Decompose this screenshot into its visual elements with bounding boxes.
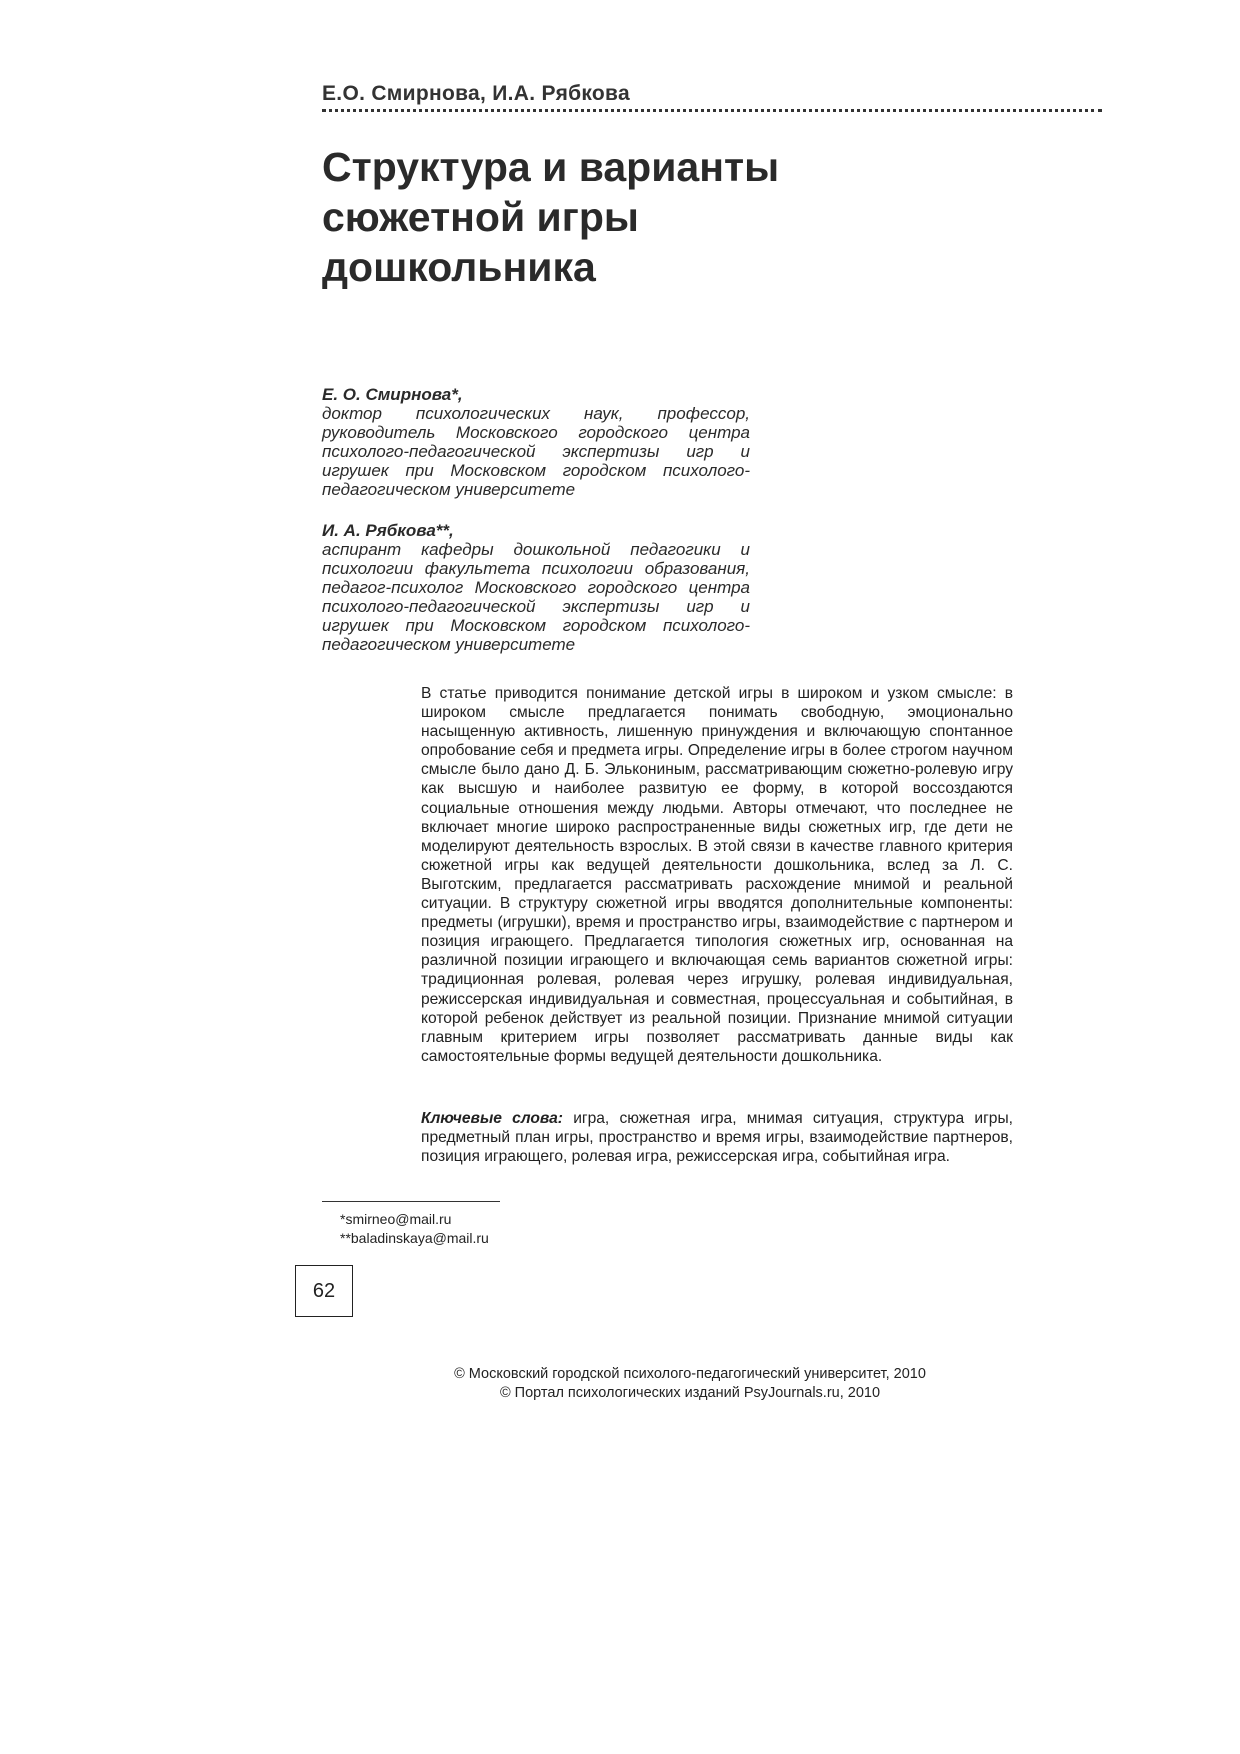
author-affiliation: аспирант кафедры дошкольной педагогики и психологии факультета психологии образования, педагог-психолог Московского городского центра психолого-педагогической экспертизы игр и игрушек при Московском городском психолого-педагогическом университете xyxy=(322,540,750,654)
author-block-ryabkova xyxy=(322,521,750,654)
footnote-email-smirnova: *smirneo@mail.ru xyxy=(340,1211,452,1227)
footnotes xyxy=(340,1210,489,1248)
keywords xyxy=(421,1109,1013,1166)
title-line: Структура и варианты xyxy=(322,144,780,190)
running-head: Е.О. Смирнова, И.А. Рябкова xyxy=(322,82,630,105)
page-number-box xyxy=(295,1265,353,1317)
author-name: Е. О. Смирнова*, xyxy=(322,385,463,404)
page-number: 62 xyxy=(312,1279,336,1302)
author-name: И. А. Рябкова**, xyxy=(322,521,454,540)
keywords-text: игра, сюжетная игра, мнимая ситуация, структура игры, предметный план игры, пространство и время игры, взаимодействие партнеров, позиция играющего, ролевая игра, режиссерская игра, событийная игра. xyxy=(421,1110,1013,1166)
author-affiliation: доктор психологических наук, профессор, руководитель Московского городского центра психолого-педагогической экспертизы игр и игрушек при Московском городском психолого-педагогическом университете xyxy=(322,404,750,499)
copyright-line: © Портал психологических изданий PsyJournals.ru, 2010 xyxy=(499,1385,881,1401)
header-dotted-rule xyxy=(322,109,1102,112)
footnote-email-ryabkova: **baladinskaya@mail.ru xyxy=(340,1230,489,1246)
keywords-label: Ключевые слова: xyxy=(421,1110,563,1127)
title-line: сюжетной игры xyxy=(322,194,639,240)
author-block-smirnova xyxy=(322,385,750,499)
title-line: дошкольника xyxy=(322,244,596,290)
copyright-line: © Московский городской психолого-педагогический университет, 2010 xyxy=(454,1366,926,1382)
copyright-notice xyxy=(400,1365,980,1403)
article-title xyxy=(322,142,942,292)
abstract: В статье приводится понимание детской игры в широком и узком смысле: в широком смысле предлагается понимать свободную, эмоционально насыщенную активность, лишенную принуждения и включающую спонтанное опробование себя и предмета игры. Определение игры в более строгом научном смысле было дано Д. Б. Элькониным, рассматривающим сюжетно-ролевую игру как высшую и наиболее развитую ее форму, в которой воссоздаются социальные отношения между людьми. Авторы отмечают, что последнее не включает многие широко распространенные виды сюжетных игр, где дети не моделируют деятельность взрослых. В этой связи в качестве главного критерия сюжетной игры как ведущей деятельности дошкольника, вслед за Л. С. Выготским, предлагается рассматривать расхождение мнимой и реальной ситуации. В структуру сюжетной игры вводятся дополнительные компоненты: предметы (игрушки), время и пространство игры, взаимодействие с партнером и позиция играющего. Предлагается типология сюжетных игр, основанная на различной позиции играющего и включающая семь вариантов сюжетной игры: традиционная ролевая, ролевая через игрушку, ролевая индивидуальная, режиссерская индивидуальная и совместная, процессуальная и событийная, в которой ребенок действует из реальной позиции. Признание мнимой ситуации главным критерием игры позволяет рассматривать данные виды как самостоятельные формы ведущей деятельности дошкольника. xyxy=(421,685,1013,1065)
footnote-rule xyxy=(322,1201,500,1202)
